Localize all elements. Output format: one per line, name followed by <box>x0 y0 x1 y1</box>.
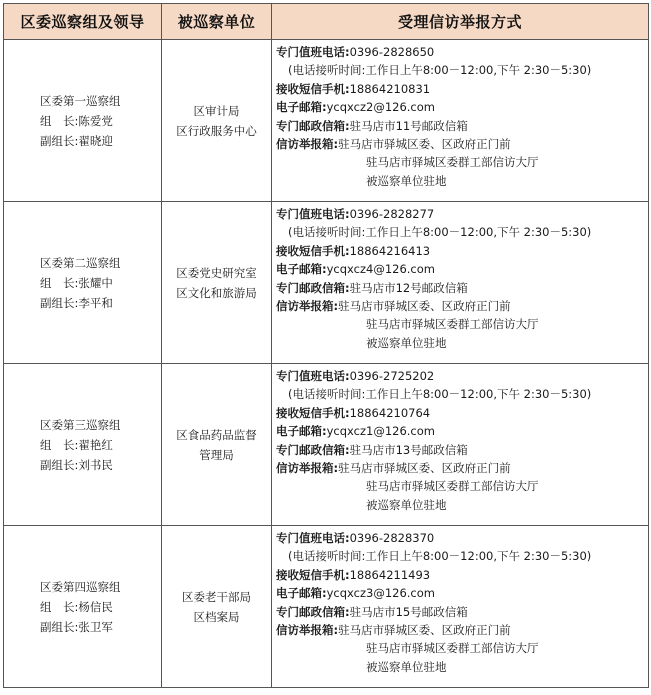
table-row <box>4 202 649 364</box>
group-name: 区委第四巡察组 <box>40 579 121 594</box>
mailbox-label: 专门邮政信箱: <box>276 604 350 619</box>
report-box-label: 信访举报箱: <box>276 623 339 638</box>
contact-cell <box>272 40 649 202</box>
group-leader: 组 长:翟艳红 <box>40 437 113 452</box>
group-deputy: 副组长:翟晓迎 <box>40 133 113 148</box>
hotline-hours: (电话接听时间:工作日上午8:00－12:00,下午 2:30－5:30) <box>288 225 592 240</box>
table-row <box>4 40 649 202</box>
table-row <box>4 364 649 526</box>
sms-label: 接收短信手机: <box>276 81 350 96</box>
unit-name: 区行政服务中心 <box>176 123 257 138</box>
leader-cell <box>4 202 162 364</box>
leader-cell <box>4 40 162 202</box>
report-box-location: 驻马店市驿城区委群工部信访大厅 <box>366 479 539 494</box>
sms-number: 18864216413 <box>349 243 431 258</box>
unit-cell <box>162 526 272 688</box>
header-unit: 被巡察单位 <box>162 4 272 40</box>
hotline-number: 0396-2725202 <box>349 369 435 383</box>
group-name: 区委第三巡察组 <box>40 417 121 432</box>
hotline-label: 专门值班电话: <box>276 207 350 221</box>
email-label: 电子邮箱: <box>276 424 327 439</box>
unit-name: 区审计局 <box>193 103 240 118</box>
leader-cell <box>4 526 162 688</box>
report-box-label: 信访举报箱: <box>276 461 339 476</box>
unit-name: 管理局 <box>199 447 234 462</box>
group-name: 区委第一巡察组 <box>40 93 121 108</box>
unit-name: 区委老干部局 <box>182 589 251 604</box>
report-box-location: 驻马店市驿城区委、区政府正门前 <box>338 299 511 314</box>
unit-cell <box>162 40 272 202</box>
report-box-location: 驻马店市驿城区委群工部信访大厅 <box>366 155 539 170</box>
report-box-location: 驻马店市驿城区委群工部信访大厅 <box>366 317 539 332</box>
group-leader: 组 长:陈爱党 <box>40 113 113 128</box>
hotline-label: 专门值班电话: <box>276 369 350 383</box>
header-group: 区委巡察组及领导 <box>4 4 162 40</box>
email-address: ycqxcz1@126.com <box>326 424 435 439</box>
sms-number: 18864210831 <box>349 81 431 96</box>
unit-name: 区文化和旅游局 <box>176 285 257 300</box>
hotline-hours: (电话接听时间:工作日上午8:00－12:00,下午 2:30－5:30) <box>288 387 592 402</box>
report-box-location: 被巡察单位驻地 <box>366 335 447 350</box>
unit-cell <box>162 364 272 526</box>
sms-label: 接收短信手机: <box>276 243 350 258</box>
email-address: ycqxcz3@126.com <box>326 586 435 601</box>
email-address: ycqxcz4@126.com <box>326 262 435 277</box>
mailbox-label: 专门邮政信箱: <box>276 118 350 133</box>
group-name: 区委第二巡察组 <box>40 255 121 270</box>
unit-name: 区档案局 <box>193 609 240 624</box>
leader-cell <box>4 364 162 526</box>
hotline-number: 0396-2828277 <box>349 207 435 221</box>
mailbox-value: 驻马店市12号邮政信箱 <box>349 280 468 295</box>
mailbox-value: 驻马店市11号邮政信箱 <box>349 118 468 133</box>
email-label: 电子邮箱: <box>276 100 327 115</box>
hotline-label: 专门值班电话: <box>276 531 350 545</box>
report-box-location: 被巡察单位驻地 <box>366 659 447 674</box>
report-box-label: 信访举报箱: <box>276 137 339 152</box>
hotline-hours: (电话接听时间:工作日上午8:00－12:00,下午 2:30－5:30) <box>288 549 592 564</box>
sms-number: 18864211493 <box>349 567 431 582</box>
header-row <box>4 4 649 40</box>
hotline-label: 专门值班电话: <box>276 45 350 59</box>
group-leader: 组 长:张耀中 <box>40 275 113 290</box>
report-box-label: 信访举报箱: <box>276 299 339 314</box>
header-contact: 受理信访举报方式 <box>272 4 649 40</box>
sms-label: 接收短信手机: <box>276 567 350 582</box>
report-box-location: 被巡察单位驻地 <box>366 497 447 512</box>
email-address: ycqxcz2@126.com <box>326 100 435 115</box>
contact-cell <box>272 364 649 526</box>
sms-label: 接收短信手机: <box>276 405 350 420</box>
email-label: 电子邮箱: <box>276 262 327 277</box>
unit-name: 区委党史研究室 <box>176 265 257 280</box>
report-box-location: 被巡察单位驻地 <box>366 173 447 188</box>
group-deputy: 副组长:李平和 <box>40 295 113 310</box>
group-leader: 组 长:杨信民 <box>40 599 113 614</box>
inspection-table <box>3 3 649 688</box>
hotline-number: 0396-2828650 <box>349 45 435 59</box>
unit-cell <box>162 202 272 364</box>
report-box-location: 驻马店市驿城区委、区政府正门前 <box>338 461 511 476</box>
mailbox-value: 驻马店市15号邮政信箱 <box>349 604 468 619</box>
mailbox-value: 驻马店市13号邮政信箱 <box>349 442 468 457</box>
sms-number: 18864210764 <box>349 405 431 420</box>
hotline-number: 0396-2828370 <box>349 531 435 545</box>
report-box-location: 驻马店市驿城区委、区政府正门前 <box>338 623 511 638</box>
email-label: 电子邮箱: <box>276 586 327 601</box>
table-row <box>4 526 649 688</box>
group-deputy: 副组长:刘书民 <box>40 457 113 472</box>
report-box-location: 驻马店市驿城区委群工部信访大厅 <box>366 641 539 656</box>
unit-name: 区食品药品监督 <box>176 427 257 442</box>
group-deputy: 副组长:张卫军 <box>40 619 113 634</box>
mailbox-label: 专门邮政信箱: <box>276 442 350 457</box>
mailbox-label: 专门邮政信箱: <box>276 280 350 295</box>
contact-cell <box>272 526 649 688</box>
report-box-location: 驻马店市驿城区委、区政府正门前 <box>338 137 511 152</box>
contact-cell <box>272 202 649 364</box>
hotline-hours: (电话接听时间:工作日上午8:00－12:00,下午 2:30－5:30) <box>288 63 592 78</box>
